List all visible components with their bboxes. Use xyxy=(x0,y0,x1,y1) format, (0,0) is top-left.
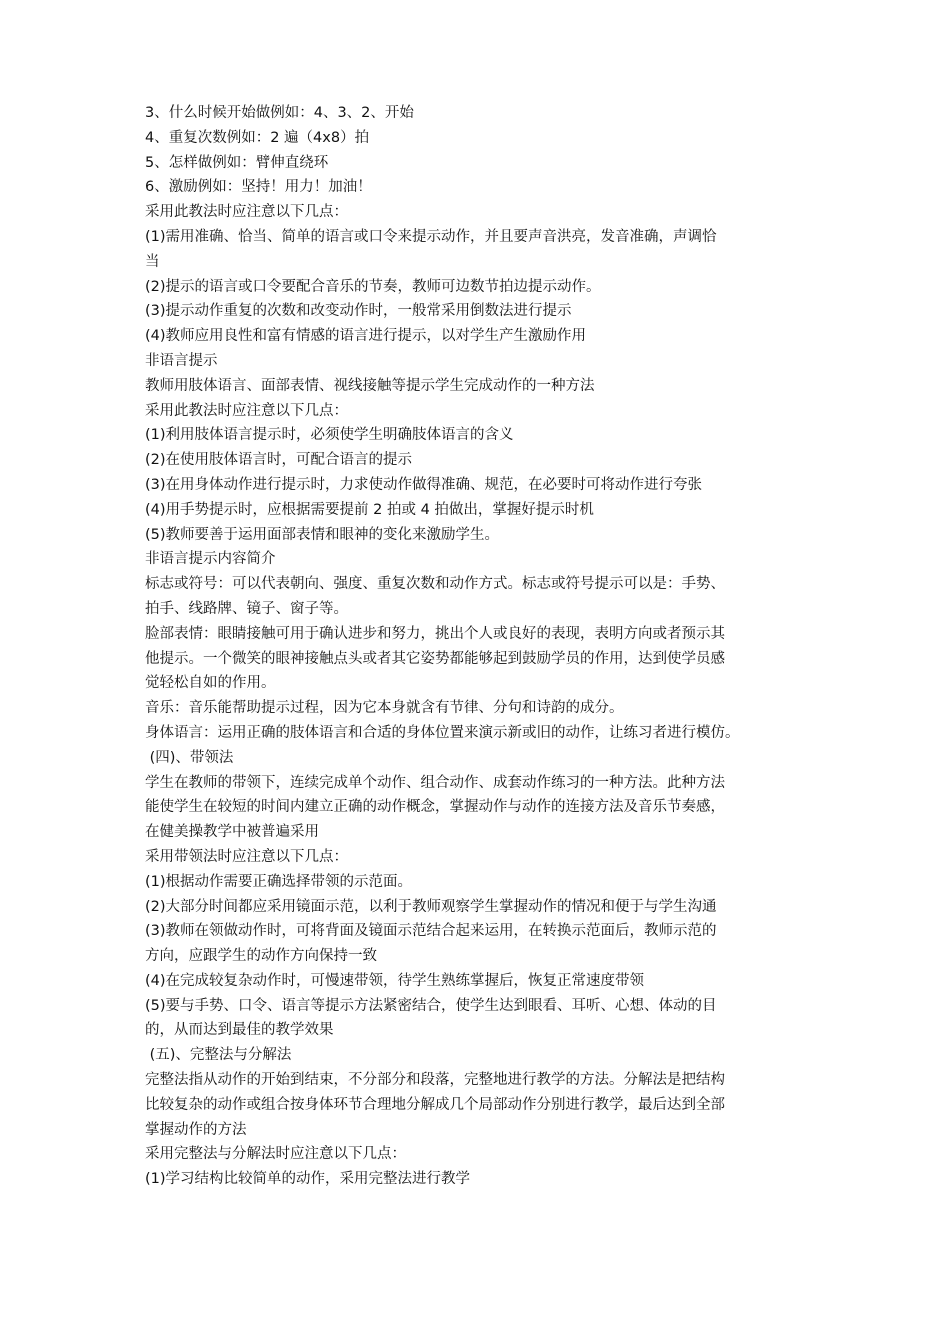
text-line: (3)教师在领做动作时，可将背面及镜面示范结合起来运用，在转换示范面后，教师示范的 xyxy=(145,923,717,940)
text-line: 觉轻松自如的作用。 xyxy=(145,675,276,692)
text-line: 采用完整法与分解法时应注意以下几点： xyxy=(145,1146,406,1163)
text-line: (2)大部分时间都应采用镜面示范，以利于教师观察学生掌握动作的情况和便于与学生沟通 xyxy=(145,898,717,915)
text-line: 身体语言：运用正确的肢体语言和合适的身体位置来演示新或旧的动作，让练习者进行模仿。 xyxy=(145,724,740,741)
text-line: (4)用手势提示时，应根据需要提前 2 拍或 4 拍做出，掌握好提示时机 xyxy=(145,501,594,518)
section-heading: 非语言提示 xyxy=(145,352,218,369)
text-line: 的，从而达到最佳的教学效果 xyxy=(145,1022,334,1039)
text-line: 6、激励例如：坚持！用力！加油！ xyxy=(145,179,372,196)
text-line: 他提示。一个微笑的眼神接触点头或者其它姿势都能够起到鼓励学员的作用，达到使学员感 xyxy=(145,650,725,667)
text-line: 完整法指从动作的开始到结束，不分部分和段落，完整地进行教学的方法。分解法是把结构 xyxy=(145,1072,725,1089)
text-line: (1)学习结构比较简单的动作，采用完整法进行教学 xyxy=(145,1171,471,1188)
text-line: (5)要与手势、口令、语言等提示方法紧密结合，使学生达到眼看、耳听、心想、体动的目 xyxy=(145,997,717,1014)
text-line: 脸部表情：眼睛接触可用于确认进步和努力，挑出个人或良好的表现，表明方向或者预示其 xyxy=(145,625,725,642)
text-line: 3、什么时候开始做例如：4、3、2、开始 xyxy=(145,105,414,121)
text-line: 在健美操教学中被普遍采用 xyxy=(145,824,319,841)
section-heading: (四)、带领法 xyxy=(145,749,234,766)
text-line: 5、怎样做例如：臂伸直绕环 xyxy=(145,154,329,171)
text-line: (2)在使用肢体语言时，可配合语言的提示 xyxy=(145,452,413,469)
text-line: 方向，应跟学生的动作方向保持一致 xyxy=(145,948,377,965)
section-heading: (五)、完整法与分解法 xyxy=(145,1047,292,1064)
text-line: 标志或符号：可以代表朝向、强度、重复次数和动作方式。标志或符号提示可以是：手势、 xyxy=(145,576,725,593)
text-line: 采用此教法时应注意以下几点： xyxy=(145,204,348,221)
text-line: 掌握动作的方法 xyxy=(145,1121,247,1138)
text-line: (4)在完成较复杂动作时，可慢速带领，待学生熟练掌握后，恢复正常速度带领 xyxy=(145,972,645,989)
text-line: (1)利用肢体语言提示时，必须使学生明确肢体语言的含义 xyxy=(145,427,514,444)
text-line: (4)教师应用良性和富有情感的语言进行提示，以对学生产生激励作用 xyxy=(145,328,587,345)
text-line: 学生在教师的带领下，连续完成单个动作、组合动作、成套动作练习的一种方法。此种方法 xyxy=(145,774,725,791)
text-line: 比较复杂的动作或组合按身体环节合理地分解成几个局部动作分别进行教学，最后达到全部 xyxy=(145,1096,725,1113)
text-line: (1)根据动作需要正确选择带领的示范面。 xyxy=(145,873,413,890)
text-line: 4、重复次数例如：2 遍（4x8）拍 xyxy=(145,129,370,146)
text-line: 采用此教法时应注意以下几点： xyxy=(145,402,348,419)
text-line: (3)在用身体动作进行提示时，力求使动作做得准确、规范，在必要时可将动作进行夸张 xyxy=(145,476,703,493)
text-line: 教师用肢体语言、面部表情、视线接触等提示学生完成动作的一种方法 xyxy=(145,377,595,394)
text-line: 能使学生在较短的时间内建立正确的动作概念，掌握动作与动作的连接方法及音乐节奏感， xyxy=(145,799,725,816)
text-line: (3)提示动作重复的次数和改变动作时，一般常采用倒数法进行提示 xyxy=(145,303,572,320)
text-line: 当 xyxy=(145,253,160,270)
section-heading: 非语言提示内容简介 xyxy=(145,551,276,568)
text-line: 音乐：音乐能帮助提示过程，因为它本身就含有节律、分句和诗韵的成分。 xyxy=(145,700,624,717)
document-body xyxy=(145,101,815,1192)
text-line: (1)需用准确、恰当、简单的语言或口令来提示动作，并且要声音洪亮，发音准确，声调恰 xyxy=(145,228,717,245)
text-line: 采用带领法时应注意以下几点： xyxy=(145,848,348,865)
text-line: (2)提示的语言或口令要配合音乐的节奏，教师可边数节拍边提示动作。 xyxy=(145,278,601,295)
text-line: (5)教师要善于运用面部表情和眼神的变化来激励学生。 xyxy=(145,526,500,543)
text-line: 拍手、线路牌、镜子、窗子等。 xyxy=(145,600,348,617)
